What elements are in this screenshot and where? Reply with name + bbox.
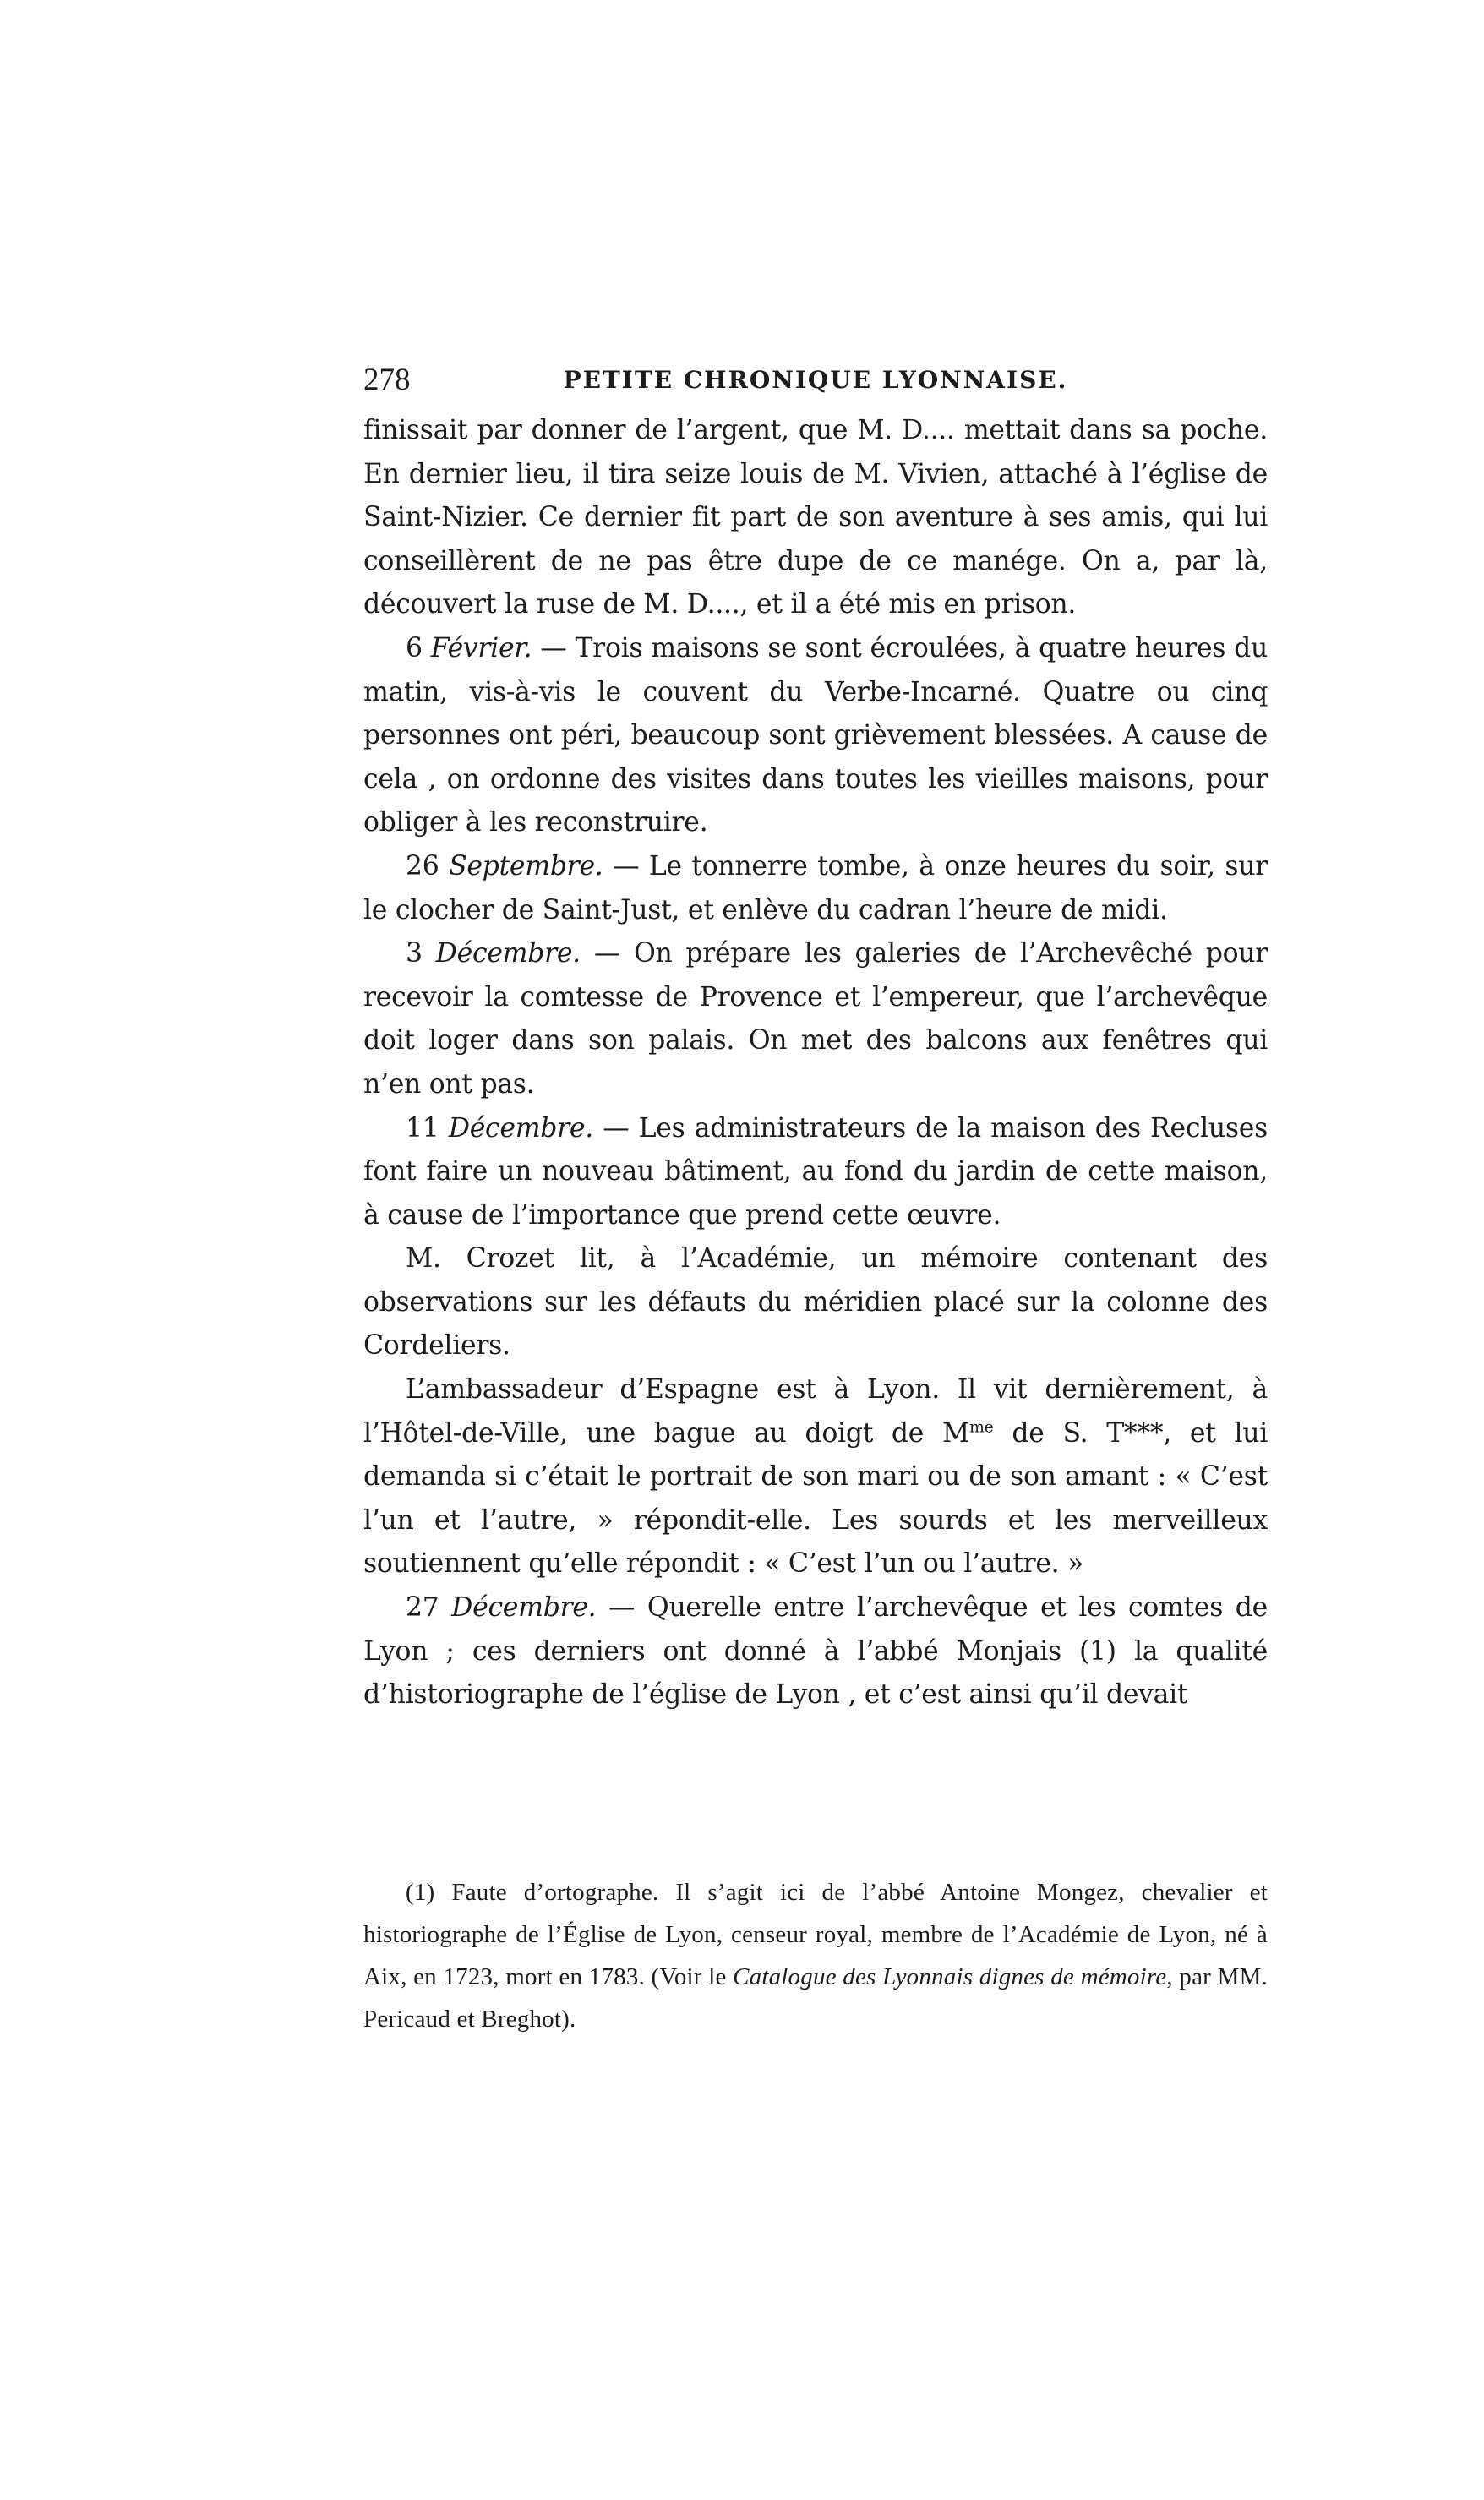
- paragraph-8: [363, 1586, 1268, 1717]
- entry-day: 3: [406, 938, 436, 969]
- paragraph-5: [363, 1107, 1268, 1238]
- paragraph-7-part-a: L’ambassadeur d’Espagne est à Lyon. Il vit dernièrement, à l’Hôtel-de-Ville, une bague au doigt de M: [363, 1374, 1268, 1449]
- running-title: PETITE CHRONIQUE LYONNAISE.: [563, 366, 1068, 394]
- entry-month: Septembre.: [449, 850, 603, 882]
- footnote-book-title: Catalogue des Lyonnais dignes de mémoire: [733, 1963, 1167, 1990]
- paragraph-3: [363, 845, 1268, 932]
- footnote-text-b: , par MM. Pericaud et Breghot).: [363, 1963, 1268, 2033]
- page-header: [363, 359, 1268, 401]
- entry-text: — Querelle entre l’archevêque et les comtes de Lyon ; ces derniers ont donné à l’abbé Monjais (1) la qualité d’historiographe de l’église de Lyon , et c’est ainsi qu’il devait: [363, 1592, 1268, 1711]
- superscript-me: me: [968, 1417, 994, 1437]
- paragraph-1: finissait par donner de l’argent, que M. D.... mettait dans sa poche. En dernier lieu, il tira seize louis de M. Vivien, attaché à l’église de Saint-Nizier. Ce dernier fit part de son aventure à ses amis, qui lui conseillèrent de ne pas être dupe de ce manége. On a, par là, découvert la ruse de M. D...., et il a été mis en prison.: [363, 415, 1268, 620]
- entry-month: Décembre.: [448, 1112, 593, 1144]
- entry-month: Décembre.: [435, 938, 581, 969]
- entry-month: Février.: [430, 632, 532, 663]
- paragraph-7-part-b: de S. T***, et lui demanda si c’était le portrait de son mari ou de son amant : « C’est l’un et l’autre, » répondit-elle. Les sourds et les merveilleux soutiennent qu’elle répondit : « C’est l’un ou l’autre. »: [363, 1417, 1268, 1580]
- entry-text: — Les administrateurs de la maison des Recluses font faire un nouveau bâtiment, au fond du jardin de cette maison, à cause de l’importance que prend cette œuvre.: [363, 1112, 1268, 1231]
- entry-day: 11: [406, 1112, 449, 1144]
- entry-text: — Le tonnerre tombe, à onze heures du soir, sur le clocher de Saint-Just, et enlève du cadran l’heure de midi.: [363, 850, 1268, 925]
- entry-month: Décembre.: [451, 1592, 597, 1624]
- entry-text: — Trois maisons se sont écroulées, à quatre heures du matin, vis-à-vis le couvent du Verbe-Incarné. Quatre ou cinq personnes ont péri, beaucoup sont grièvement blessées. A cause de cela , on ordonne des visites dans toutes les vieilles maisons, pour obliger à les reconstruire.: [363, 632, 1268, 838]
- page-number: 278: [363, 363, 411, 397]
- body-text: [363, 409, 1268, 1717]
- footnote-text-a: (1) Faute d’ortographe. Il s’agit ici de l’abbé Antoine Mongez, chevalier et historiographe de l’Église de Lyon, censeur royal, membre de l’Académie de Lyon, né à Aix, en 1723, mort en 1783. (Voir le: [363, 1879, 1268, 1990]
- paragraph-4: [363, 932, 1268, 1106]
- entry-day: 6: [406, 632, 431, 663]
- entry-text: — On prépare les galeries de l’Archevêché pour recevoir la comtesse de Provence et l’empereur, que l’archevêque doit loger dans son palais. On met des balcons aux fenêtres qui n’en ont pas.: [363, 938, 1268, 1100]
- footnote: [363, 1871, 1268, 2040]
- paragraph-6: M. Crozet lit, à l’Académie, un mémoire contenant des observations sur les défauts du méridien placé sur la colonne des Cordeliers.: [363, 1243, 1268, 1362]
- paragraph-2: [363, 627, 1268, 845]
- entry-day: 27: [406, 1592, 452, 1624]
- paragraph-7: [363, 1368, 1268, 1586]
- entry-day: 26: [406, 850, 450, 882]
